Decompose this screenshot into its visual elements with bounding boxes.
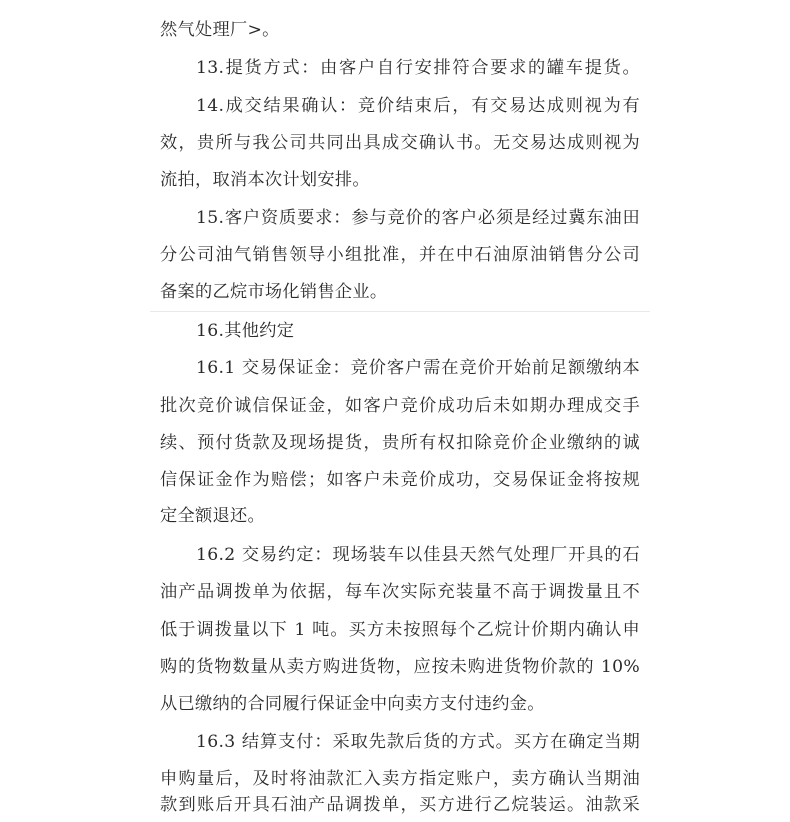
text-line-3: 14.成交结果确认：竞价结束后，有交易达成则视为有 — [196, 96, 640, 116]
text-line-13: 信保证金作为赔偿；如客户未竞价成功，交易保证金将按规 — [160, 470, 640, 490]
text-line-4: 效，贵所与我公司共同出具成交确认书。无交易达成则视为 — [160, 133, 640, 153]
text-line-9: 16.其他约定 — [196, 321, 295, 341]
text-line-17: 低于调拨量以下 1 吨。买方未按照每个乙烷计价期内确认申 — [160, 620, 640, 640]
scan-fold-line — [150, 311, 650, 312]
text-line-5: 流拍，取消本次计划安排。 — [160, 170, 370, 190]
text-line-20: 16.3 结算支付：采取先款后货的方式。买方在确定当期 — [196, 732, 640, 752]
text-line-6: 15.客户资质要求：参与竞价的客户必须是经过冀东油田 — [196, 208, 640, 228]
text-line-16: 油产品调拨单为依据，每车次实际充装量不高于调拨量且不 — [160, 582, 640, 602]
text-line-1: 然气处理厂>。 — [160, 20, 280, 40]
text-line-10: 16.1 交易保证金：竞价客户需在竞价开始前足额缴纳本 — [196, 358, 640, 378]
text-line-12: 续、预付货款及现场提货，贵所有权扣除竞价企业缴纳的诚 — [160, 433, 640, 453]
text-line-18: 购的货物数量从卖方购进货物，应按未购进货物价款的 10% — [160, 657, 640, 677]
text-line-14: 定全额退还。 — [160, 506, 265, 526]
text-line-2: 13.提货方式：由客户自行安排符合要求的罐车提货。 — [196, 58, 640, 78]
text-line-19: 从已缴纳的合同履行保证金中向卖方支付违约金。 — [160, 694, 545, 714]
text-line-21: 申购量后，及时将油款汇入卖方指定账户，卖方确认当期油 — [160, 769, 640, 789]
text-line-22: 款到账后开具石油产品调拨单，买方进行乙烷装运。油款采 — [160, 795, 640, 815]
text-line-7: 分公司油气销售领导小组批准，并在中石油原油销售分公司 — [160, 245, 640, 265]
text-line-8: 备案的乙烷市场化销售企业。 — [160, 282, 388, 302]
text-line-15: 16.2 交易约定：现场装车以佳县天然气处理厂开具的石 — [196, 545, 640, 565]
text-line-11: 批次竞价诚信保证金，如客户竞价成功后未如期办理成交手 — [160, 396, 640, 416]
